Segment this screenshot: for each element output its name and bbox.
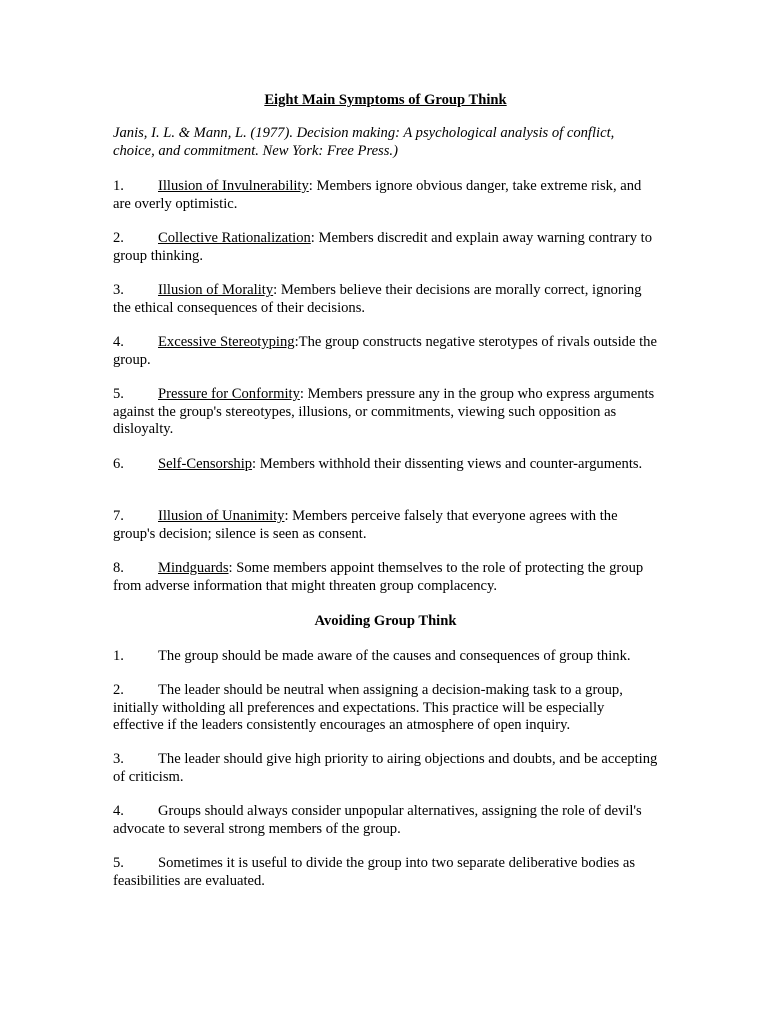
- avoiding-text: The group should be made aware of the causes and consequences of group think.: [158, 648, 631, 664]
- item-number: 3.: [113, 751, 124, 767]
- avoiding-item: [113, 682, 658, 735]
- citation: Janis, I. L. & Mann, L. (1977). Decision making: A psychological analysis of conflict, choice, and commitment. New York: Free Press.): [113, 125, 615, 159]
- symptom-item: [113, 386, 658, 439]
- document-title: Eight Main Symptoms of Group Think: [264, 92, 507, 108]
- item-number: 8.: [113, 560, 124, 576]
- avoiding-item: [113, 751, 658, 786]
- symptom-item: [113, 230, 658, 265]
- avoiding-text: The leader should give high priority to airing objections and doubts, and be accepting of criticism.: [113, 751, 658, 785]
- avoiding-item: [113, 648, 658, 666]
- item-number: 7.: [113, 508, 124, 524]
- symptom-description: :The group constructs negative sterotypes of rivals outside the group.: [113, 334, 657, 368]
- item-number: 5.: [113, 386, 124, 402]
- symptom-item: [113, 334, 658, 369]
- item-number: 1.: [113, 178, 124, 194]
- item-number: 4.: [113, 803, 124, 819]
- symptom-description: : Members pressure any in the group who express arguments against the group's stereotypes, illusions, or commitments, viewing such opposition as disloyalty.: [113, 386, 655, 437]
- avoiding-item: [113, 803, 658, 838]
- item-number: 1.: [113, 648, 124, 664]
- avoiding-item: [113, 855, 658, 890]
- item-number: 5.: [113, 855, 124, 871]
- symptom-term: Pressure for Conformity: [158, 386, 300, 402]
- symptom-description: : Members withhold their dissenting views and counter-arguments.: [252, 456, 643, 472]
- symptom-item: [113, 178, 658, 213]
- symptom-description: : Some members appoint themselves to the role of protecting the group from adverse information that might threaten group complacency.: [113, 560, 644, 594]
- item-number: 2.: [113, 230, 124, 246]
- symptom-description: : Members ignore obvious danger, take extreme risk, and are overly optimistic.: [113, 178, 642, 212]
- item-number: 4.: [113, 334, 124, 350]
- avoiding-text: Sometimes it is useful to divide the group into two separate deliberative bodies as feasibilities are evaluated.: [113, 855, 636, 889]
- symptom-description: : Members believe their decisions are morally correct, ignoring the ethical consequences of their decisions.: [113, 282, 642, 316]
- symptom-term: Collective Rationalization: [158, 230, 311, 246]
- item-number: 3.: [113, 282, 124, 298]
- symptom-description: : Members discredit and explain away warning contrary to group thinking.: [113, 230, 653, 264]
- item-number: 2.: [113, 682, 124, 698]
- section-heading: Avoiding Group Think: [314, 613, 457, 629]
- symptom-item: [113, 282, 658, 317]
- symptom-term: Self-Censorship: [158, 456, 253, 472]
- symptom-description: : Members perceive falsely that everyone agrees with the group's decision; silence is seen as consent.: [113, 508, 618, 542]
- symptom-term: Illusion of Unanimity: [158, 508, 285, 524]
- symptom-item: [113, 508, 658, 543]
- symptom-item: [113, 560, 658, 595]
- symptom-item: [113, 456, 658, 474]
- symptom-term: Mindguards: [158, 560, 229, 576]
- avoiding-text: The leader should be neutral when assigning a decision-making task to a group, initially witholding all preferences and expectations. This practice will be especially effective if the leaders consistently encourages an atmosphere of open inquiry.: [113, 682, 623, 733]
- symptom-term: Illusion of Invulnerability: [158, 178, 309, 194]
- symptom-term: Excessive Stereotyping: [158, 334, 295, 350]
- avoiding-text: Groups should always consider unpopular alternatives, assigning the role of devil's advocate to several strong members of the group.: [113, 803, 642, 837]
- symptom-term: Illusion of Morality: [158, 282, 274, 298]
- item-number: 6.: [113, 456, 124, 472]
